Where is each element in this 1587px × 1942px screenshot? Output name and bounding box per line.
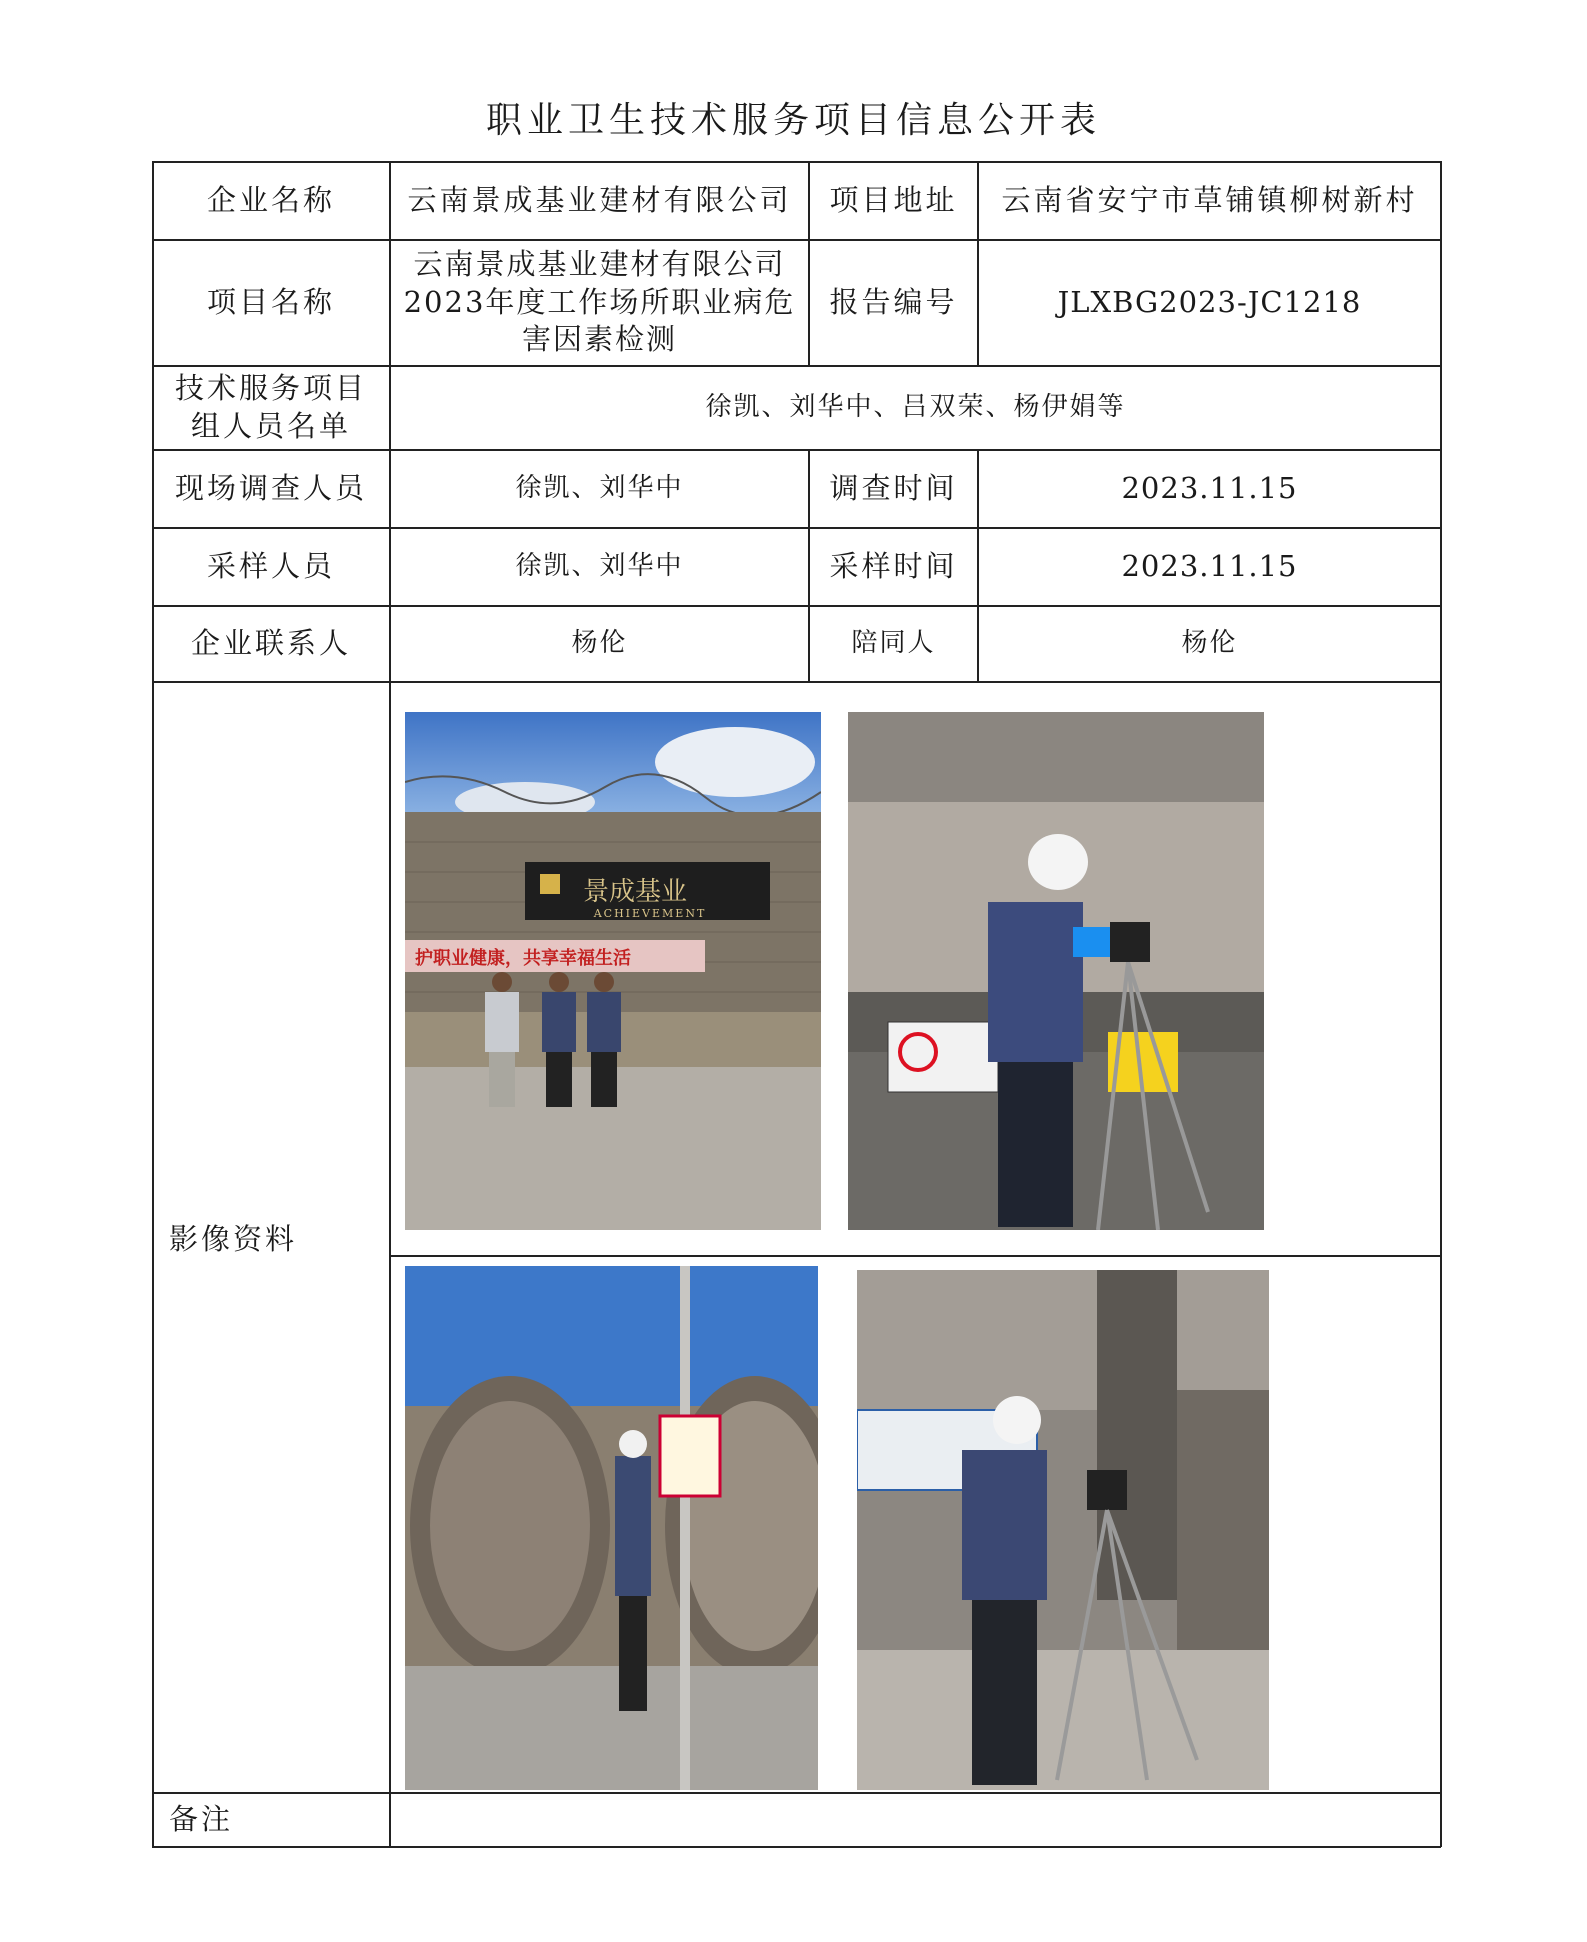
report-number-label: 报告编号 [829,284,958,319]
sampling-time-label: 采样时间 [829,548,958,583]
survey-time-value: 2023.11.15 [1121,470,1298,505]
project-name-line2: 2023年度工作场所职业病危 [403,284,796,319]
team-label-line1: 技术服务项目 [174,370,367,405]
photo-sign-text: 景成基业 [582,877,688,907]
remarks-value [391,1793,1440,1846]
project-name-line1: 云南景成基业建材有限公司 [413,246,786,281]
remarks-label: 备注 [169,1801,234,1836]
company-name-label: 企业名称 [206,182,335,217]
sampling-staff-label: 采样人员 [206,548,335,583]
project-name-label: 项目名称 [206,284,335,319]
survey-time-label: 调查时间 [829,470,958,505]
project-name-line3: 害因素检测 [521,322,677,357]
photo-group-at-entrance [405,712,821,1230]
escort-label: 陪同人 [851,627,936,658]
team-list-value: 徐凯、刘华中、吕双荣、杨伊娟等 [705,391,1126,422]
team-label-line2: 组人员名单 [190,408,351,443]
company-contact-value: 杨伦 [571,627,628,658]
sampling-staff-value: 徐凯、刘华中 [515,550,684,581]
photo-worker-sampling-2 [405,1266,818,1790]
project-address-value: 云南省安宁市草铺镇柳树新村 [1001,182,1418,217]
company-name-value: 云南景成基业建材有限公司 [407,182,792,217]
page-title: 职业卫生技术服务项目信息公开表 [485,100,1101,141]
report-number-value: JLXBG2023-JC1218 [1057,284,1362,319]
photo-worker-sampling-3 [857,1270,1269,1790]
photo-banner-text: 护职业健康，共享幸福生活 [415,948,631,969]
escort-value: 杨伦 [1181,627,1238,658]
images-label: 影像资料 [169,1222,298,1257]
project-address-label: 项目地址 [829,182,958,217]
survey-staff-label: 现场调查人员 [174,470,367,505]
project-name-value [391,240,808,365]
company-contact-label: 企业联系人 [190,625,351,660]
photo-sign-en: ACHIEVEMENT [593,907,707,920]
photo-worker-sampling-1 [848,712,1264,1230]
sampling-time-value: 2023.11.15 [1121,548,1298,583]
survey-staff-value: 徐凯、刘华中 [515,472,684,503]
team-list-label [153,366,389,449]
